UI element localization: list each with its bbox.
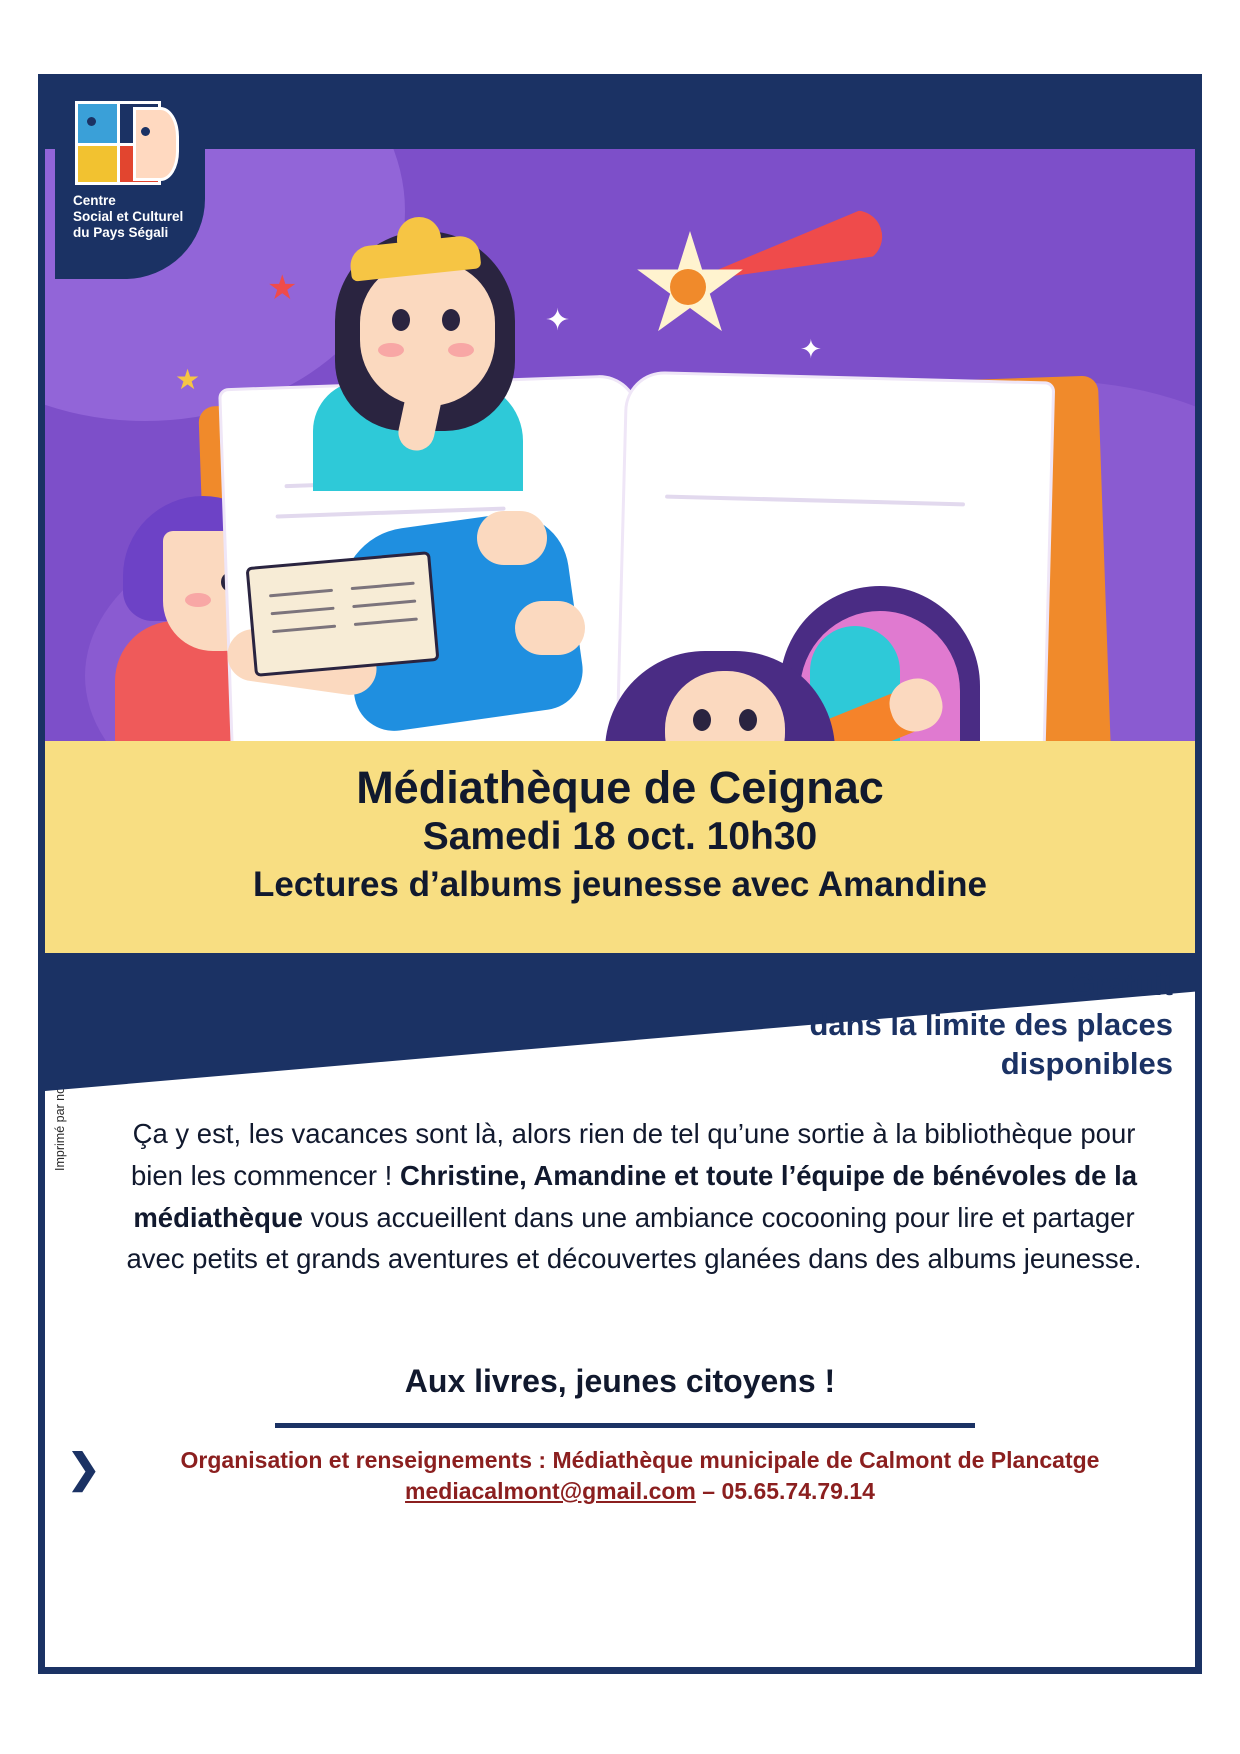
- poster: [38, 74, 1202, 1674]
- contact-line: [105, 1476, 1175, 1507]
- page-line: [352, 600, 416, 609]
- contact-footer: [105, 1445, 1175, 1507]
- page-line: [665, 495, 965, 507]
- cheek: [185, 593, 211, 607]
- star-icon: ★: [267, 269, 298, 307]
- cheek: [378, 343, 404, 357]
- logo-text-line-2: Social et Culturel: [73, 208, 184, 224]
- free-entry-notice: [809, 965, 1173, 1084]
- page-line: [276, 506, 506, 518]
- event-info-band: [45, 741, 1195, 953]
- logo-text-line-3: du Pays Ségali: [73, 224, 169, 240]
- divider: [275, 1423, 975, 1428]
- venue-name: Médiathèque de Ceignac: [356, 762, 884, 813]
- eye: [693, 709, 711, 731]
- description-part-2: vous accueillent dans une ambiance cocooning pour lire et partager avec petits et grands aventures et découvertes glanées dans des albums jeunesse.: [126, 1201, 1142, 1275]
- page-line: [269, 589, 333, 598]
- event-activity: Lectures d’albums jeunesse avec Amandine: [253, 864, 987, 904]
- organization-logo-text: [73, 193, 203, 241]
- page-line: [351, 582, 415, 591]
- small-open-book: [246, 551, 440, 677]
- sparkle-icon: ✦: [800, 334, 822, 364]
- logo-eye: [141, 127, 150, 136]
- logo-text-line-1: Centre: [73, 193, 116, 208]
- character-girl-bow: [397, 217, 441, 247]
- contact-email[interactable]: mediacalmont@gmail.com: [405, 1478, 696, 1505]
- character-foot: [515, 601, 585, 655]
- logo-square: [75, 143, 121, 185]
- star-burst-core: [670, 269, 706, 305]
- logo-square: [75, 101, 121, 147]
- page-line: [354, 617, 418, 626]
- eye: [442, 309, 460, 331]
- free-entry-line-1: Gratuit: [1071, 967, 1173, 1002]
- logo-face-icon: [133, 107, 179, 181]
- sparkle-icon: ✦: [545, 304, 571, 337]
- illustration-artwork: [45, 81, 1195, 741]
- event-datetime: Samedi 18 oct. 10h30: [422, 815, 818, 859]
- character-foot: [477, 511, 547, 565]
- organization-logo: [55, 89, 205, 279]
- tagline: Aux livres, jeunes citoyens !: [404, 1363, 836, 1399]
- logo-mark-icon: [75, 101, 179, 185]
- description-bold: Christine, Amandine et toute l’équipe de bénévoles de la médiathèque: [133, 1159, 1138, 1233]
- chevron-right-icon: ❯: [67, 1447, 101, 1491]
- description-part-1: Ça y est, les vacances sont là, alors rien de tel qu’une sortie à la bibliothèque pour bien les commencer !: [130, 1118, 1136, 1191]
- cheek: [448, 343, 474, 357]
- contact-separator: –: [695, 1478, 722, 1505]
- organisation-line: Organisation et renseignements : Médiathèque municipale de Calmont de Plancatge: [180, 1447, 1100, 1473]
- header-band: [45, 81, 1195, 149]
- free-entry-line-2: dans la limite des places: [809, 1006, 1173, 1042]
- description-paragraph: [103, 1113, 1165, 1280]
- page-line: [272, 625, 336, 634]
- eye: [392, 309, 410, 331]
- star-icon: ★: [175, 364, 201, 395]
- free-entry-line-3: disponibles: [1000, 1046, 1173, 1082]
- comet-icon: [682, 204, 889, 309]
- contact-phone: 05.65.74.79.14: [721, 1478, 875, 1505]
- eye: [739, 709, 757, 731]
- page-line: [271, 607, 335, 616]
- logo-eye: [87, 117, 96, 126]
